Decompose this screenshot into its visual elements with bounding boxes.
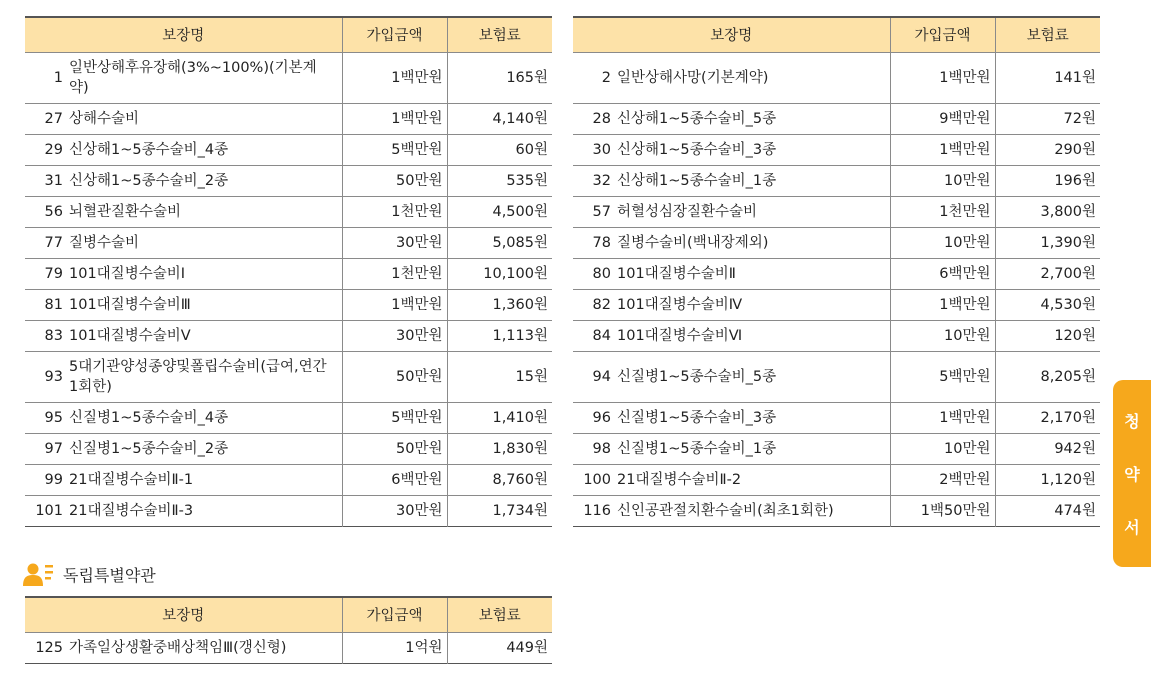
coverage-premium: 8,205원 (995, 351, 1100, 402)
coverage-name: 101대질병수술비Ⅴ (69, 327, 191, 344)
coverage-amount: 1백만원 (342, 103, 447, 134)
coverage-amount: 1백만원 (890, 134, 995, 165)
coverage-amount: 1백50만원 (890, 495, 995, 526)
table-row (25, 289, 552, 320)
coverage-amount: 1백만원 (890, 52, 995, 103)
coverage-name: 신질병1~5종수술비_1종 (617, 440, 777, 457)
coverage-number: 83 (44, 327, 63, 344)
coverage-name-cell (573, 227, 890, 258)
coverage-number: 93 (44, 368, 63, 385)
coverage-number: 28 (592, 110, 611, 127)
coverage-premium: 15원 (447, 351, 552, 402)
coverage-premium: 449원 (447, 632, 552, 663)
coverage-premium: 1,734원 (447, 495, 552, 526)
column-header-name: 보장명 (25, 597, 342, 632)
coverage-name: 101대질병수술비Ⅰ (69, 265, 185, 282)
table-row (573, 464, 1100, 495)
coverage-number: 95 (44, 409, 63, 426)
coverage-amount: 1백만원 (342, 52, 447, 103)
coverage-number: 57 (592, 203, 611, 220)
coverage-number: 79 (44, 265, 63, 282)
coverage-amount: 1천만원 (342, 258, 447, 289)
coverage-name: 21대질병수술비Ⅱ-1 (69, 471, 194, 488)
coverage-number: 78 (592, 234, 611, 251)
coverage-number: 125 (35, 639, 63, 656)
table-body (25, 52, 552, 526)
coverage-number: 1 (53, 69, 63, 86)
coverage-number: 96 (592, 409, 611, 426)
coverage-number: 77 (44, 234, 63, 251)
coverage-number: 81 (44, 296, 63, 313)
coverage-amount: 1억원 (342, 632, 447, 663)
coverage-name: 신질병1~5종수술비_4종 (69, 409, 229, 426)
table-row (25, 632, 552, 663)
table-header-row (25, 597, 552, 632)
coverage-name-cell (25, 289, 342, 320)
coverage-amount: 6백만원 (342, 464, 447, 495)
coverage-number: 80 (592, 265, 611, 282)
side-tab-char: 서 (1124, 518, 1140, 537)
coverage-name: 101대질병수술비Ⅵ (617, 327, 743, 344)
coverage-premium: 1,360원 (447, 289, 552, 320)
coverage-premium: 3,800원 (995, 196, 1100, 227)
coverage-name: 101대질병수술비Ⅲ (69, 296, 191, 313)
table-row (573, 258, 1100, 289)
coverage-premium: 60원 (447, 134, 552, 165)
coverage-premium: 1,113원 (447, 320, 552, 351)
coverage-name-cell (573, 464, 890, 495)
coverage-amount: 1천만원 (890, 196, 995, 227)
table-row (25, 165, 552, 196)
coverage-name: 가족일상생활중배상책임Ⅲ(갱신형) (69, 639, 287, 656)
column-header-amount: 가입금액 (342, 17, 447, 52)
table-row (25, 103, 552, 134)
coverage-number: 2 (601, 69, 611, 86)
coverage-number: 82 (592, 296, 611, 313)
coverage-number: 101 (35, 502, 63, 519)
table-body (573, 52, 1100, 526)
section-title: 독립특별약관 (63, 565, 156, 585)
table-row (573, 351, 1100, 402)
side-tab-char: 약 (1124, 465, 1140, 484)
table-body (25, 632, 552, 663)
coverage-amount: 1천만원 (342, 196, 447, 227)
coverage-amount: 1백만원 (890, 289, 995, 320)
coverage-premium: 10,100원 (447, 258, 552, 289)
column-header-name: 보장명 (25, 17, 342, 52)
coverage-name: 21대질병수술비Ⅱ-3 (69, 502, 194, 519)
coverage-name-cell (25, 165, 342, 196)
table-row (25, 464, 552, 495)
table-row (25, 433, 552, 464)
table-row (25, 258, 552, 289)
coverage-name-cell (573, 402, 890, 433)
coverage-premium: 1,830원 (447, 433, 552, 464)
table-row (25, 351, 552, 402)
coverage-name: 신질병1~5종수술비_5종 (617, 368, 777, 385)
coverage-amount: 5백만원 (342, 402, 447, 433)
coverage-name: 101대질병수술비Ⅱ (617, 265, 736, 282)
table-row (25, 134, 552, 165)
coverage-number: 32 (592, 172, 611, 189)
coverage-premium: 2,170원 (995, 402, 1100, 433)
table-row (573, 165, 1100, 196)
coverage-premium: 141원 (995, 52, 1100, 103)
coverage-number: 56 (44, 203, 63, 220)
coverage-name: 101대질병수술비Ⅳ (617, 296, 743, 313)
coverage-name-cell (573, 52, 890, 103)
table-row (573, 402, 1100, 433)
coverage-name-cell (25, 495, 342, 526)
coverage-amount: 5백만원 (342, 134, 447, 165)
table-row (573, 134, 1100, 165)
column-header-name: 보장명 (573, 17, 890, 52)
table-row (573, 52, 1100, 103)
coverage-name-cell (573, 289, 890, 320)
column-header-amount: 가입금액 (890, 17, 995, 52)
column-header-premium: 보험료 (447, 17, 552, 52)
coverage-number: 84 (592, 327, 611, 344)
coverage-amount: 10만원 (890, 165, 995, 196)
coverage-name-cell (25, 258, 342, 289)
column-header-amount: 가입금액 (342, 597, 447, 632)
coverage-name: 질병수술비 (69, 234, 140, 251)
coverage-number: 27 (44, 110, 63, 127)
table-row (573, 103, 1100, 134)
coverage-premium: 8,760원 (447, 464, 552, 495)
table-header-row (573, 17, 1100, 52)
coverage-name-cell (25, 227, 342, 258)
coverage-name: 신상해1~5종수술비_5종 (617, 110, 777, 127)
coverage-name-cell (573, 196, 890, 227)
person-list-icon (23, 562, 57, 586)
coverage-name-cell (25, 103, 342, 134)
coverage-number: 30 (592, 141, 611, 158)
coverage-premium: 1,410원 (447, 402, 552, 433)
coverage-number: 94 (592, 368, 611, 385)
coverage-name-cell (25, 52, 342, 103)
table-row (573, 196, 1100, 227)
coverage-premium: 4,500원 (447, 196, 552, 227)
table-row (573, 289, 1100, 320)
coverage-name: 신상해1~5종수술비_2종 (69, 172, 229, 189)
coverage-premium: 1,120원 (995, 464, 1100, 495)
coverage-premium: 1,390원 (995, 227, 1100, 258)
side-tab-application[interactable] (1113, 380, 1151, 567)
coverage-name: 신질병1~5종수술비_3종 (617, 409, 777, 426)
coverage-name: 신인공관절치환수술비(최초1회한) (617, 502, 834, 519)
coverage-amount: 30만원 (342, 495, 447, 526)
table-row (573, 495, 1100, 526)
coverage-name-cell (25, 351, 342, 402)
coverage-premium: 72원 (995, 103, 1100, 134)
table-row (573, 320, 1100, 351)
coverage-name: 뇌혈관질환수술비 (69, 203, 182, 220)
coverage-name-cell (25, 320, 342, 351)
coverage-premium: 120원 (995, 320, 1100, 351)
table-row (25, 52, 552, 103)
coverage-amount: 1백만원 (890, 402, 995, 433)
table-row (25, 227, 552, 258)
coverage-number: 99 (44, 471, 63, 488)
coverage-name-cell (25, 196, 342, 227)
coverage-premium: 535원 (447, 165, 552, 196)
coverage-name-cell (25, 134, 342, 165)
coverage-name: 신상해1~5종수술비_1종 (617, 172, 777, 189)
coverage-amount: 30만원 (342, 227, 447, 258)
coverage-name-cell (573, 165, 890, 196)
coverage-number: 116 (583, 502, 611, 519)
coverage-name-cell (573, 433, 890, 464)
coverage-name-cell (573, 134, 890, 165)
coverage-name-cell (25, 464, 342, 495)
coverage-name-cell (573, 495, 890, 526)
coverage-name-cell (573, 103, 890, 134)
table-row (573, 227, 1100, 258)
coverage-name: 질병수술비(백내장제외) (617, 234, 769, 251)
coverage-number: 97 (44, 440, 63, 457)
column-header-premium: 보험료 (447, 597, 552, 632)
coverage-amount: 1백만원 (342, 289, 447, 320)
table-row (573, 433, 1100, 464)
coverage-amount: 50만원 (342, 433, 447, 464)
coverage-amount: 30만원 (342, 320, 447, 351)
coverage-name-cell (573, 320, 890, 351)
coverage-premium: 474원 (995, 495, 1100, 526)
coverage-amount: 9백만원 (890, 103, 995, 134)
coverage-name-cell (573, 351, 890, 402)
coverage-name-cell (573, 258, 890, 289)
coverage-amount: 10만원 (890, 227, 995, 258)
coverage-premium: 4,140원 (447, 103, 552, 134)
coverage-name: 허혈성심장질환수술비 (617, 203, 758, 220)
coverage-premium: 2,700원 (995, 258, 1100, 289)
coverage-name: 일반상해사망(기본계약) (617, 69, 769, 86)
coverage-amount: 10만원 (890, 320, 995, 351)
coverage-name: 일반상해후유장해(3%~100%)(기본계약) (69, 59, 317, 96)
coverage-name: 신상해1~5종수술비_3종 (617, 141, 777, 158)
table-header-row (25, 17, 552, 52)
coverage-amount: 2백만원 (890, 464, 995, 495)
coverage-premium: 942원 (995, 433, 1100, 464)
column-header-premium: 보험료 (995, 17, 1100, 52)
table-row (25, 402, 552, 433)
coverage-name: 신질병1~5종수술비_2종 (69, 440, 229, 457)
coverage-table-independent (25, 596, 552, 664)
coverage-amount: 5백만원 (890, 351, 995, 402)
table-row (25, 320, 552, 351)
coverage-amount: 10만원 (890, 433, 995, 464)
coverage-number: 29 (44, 141, 63, 158)
coverage-premium: 165원 (447, 52, 552, 103)
coverage-number: 31 (44, 172, 63, 189)
coverage-number: 98 (592, 440, 611, 457)
coverage-name: 21대질병수술비Ⅱ-2 (617, 471, 742, 488)
coverage-name: 5대기관양성종양및폴립수술비(급여,연간1회한) (69, 358, 327, 395)
coverage-table-right (573, 16, 1100, 527)
coverage-name-cell (25, 433, 342, 464)
side-tab-char: 청 (1124, 412, 1140, 431)
coverage-name-cell (25, 402, 342, 433)
table-row (25, 495, 552, 526)
independent-section-heading (23, 562, 156, 586)
coverage-amount: 50만원 (342, 351, 447, 402)
coverage-premium: 5,085원 (447, 227, 552, 258)
coverage-amount: 50만원 (342, 165, 447, 196)
coverage-premium: 4,530원 (995, 289, 1100, 320)
coverage-table-left (25, 16, 552, 527)
table-row (25, 196, 552, 227)
coverage-number: 100 (583, 471, 611, 488)
coverage-amount: 6백만원 (890, 258, 995, 289)
coverage-name: 신상해1~5종수술비_4종 (69, 141, 229, 158)
coverage-premium: 290원 (995, 134, 1100, 165)
coverage-name-cell (25, 632, 342, 663)
coverage-name: 상해수술비 (69, 110, 140, 127)
coverage-premium: 196원 (995, 165, 1100, 196)
